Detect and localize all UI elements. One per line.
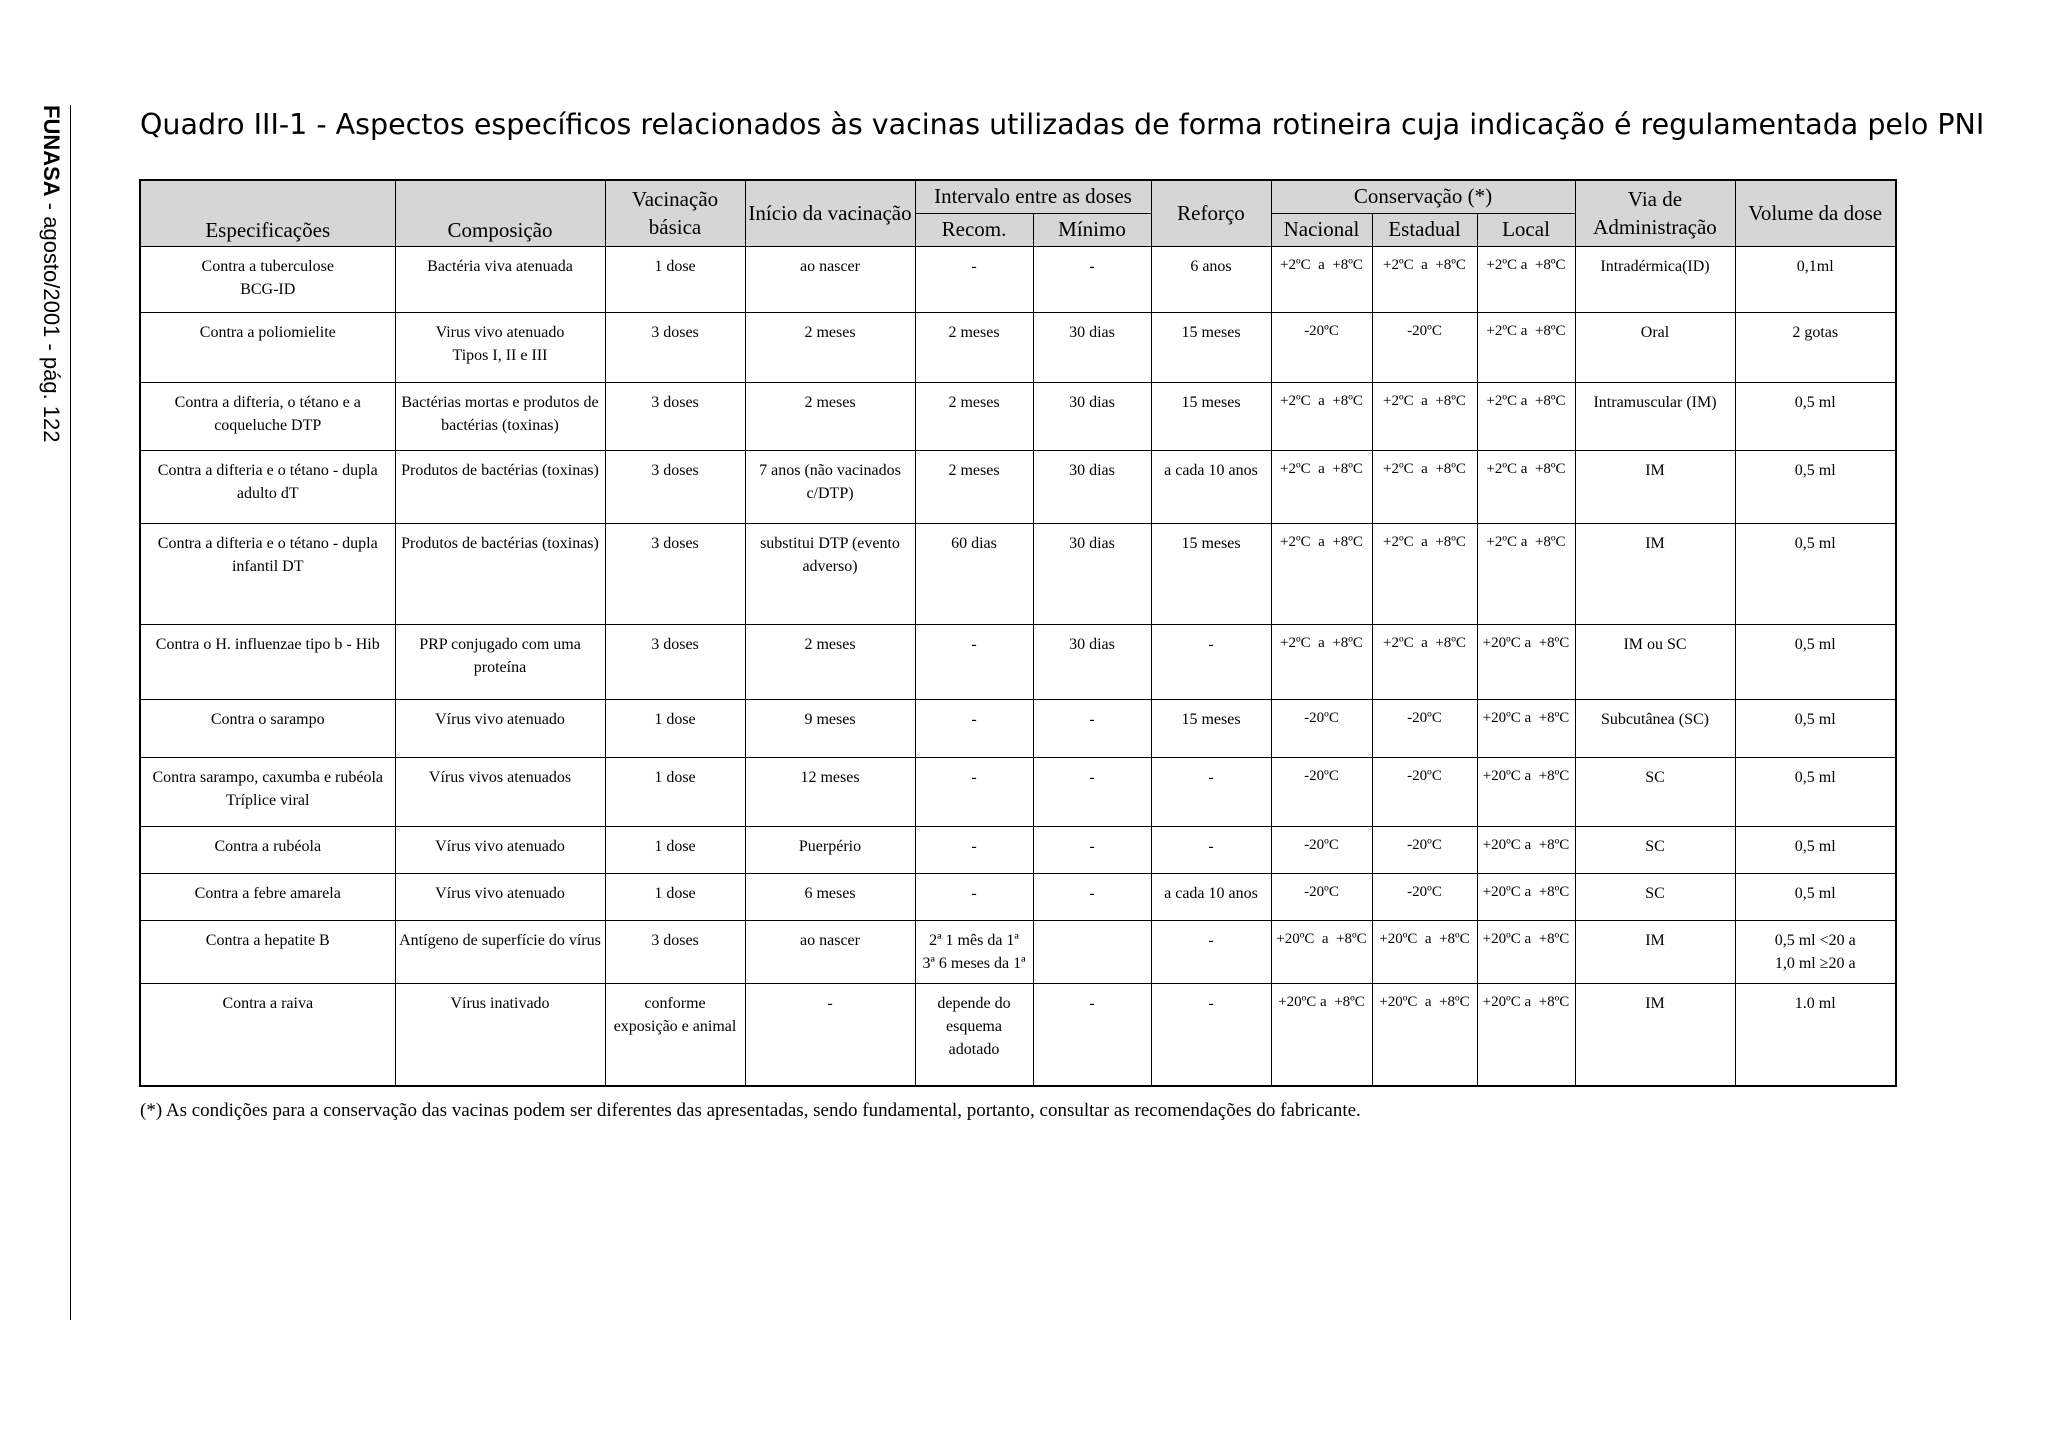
cell-especificacao: Contra a febre amarela <box>140 874 395 921</box>
cell-via: Oral <box>1575 313 1735 383</box>
footnote: (*) As condições para a conservação das vacinas podem ser diferentes das apresentadas, sendo fundamental, portanto, consultar as recomendações do fabricante. <box>140 1100 1361 1121</box>
cell-via: Intramuscular (IM) <box>1575 383 1735 451</box>
cell-especificacao: Contra o H. influenzae tipo b - Hib <box>140 625 395 700</box>
cell-intervalo-recom: - <box>915 625 1033 700</box>
cell-conservacao-local: +2ºC a +8ºC <box>1477 313 1575 383</box>
header-estadual: Estadual <box>1372 214 1477 247</box>
cell-inicio: 6 meses <box>745 874 915 921</box>
cell-reforco: - <box>1151 921 1271 984</box>
cell-vacinacao-basica: conforme exposição e animal <box>605 984 745 1086</box>
cell-conservacao-estadual: +20ºC a +8ºC <box>1372 921 1477 984</box>
cell-conservacao-estadual: +20ºC a +8ºC <box>1372 984 1477 1086</box>
cell-especificacao: Contra o sarampo <box>140 700 395 758</box>
header-local: Local <box>1477 214 1575 247</box>
cell-volume: 0,5 ml <box>1735 758 1896 827</box>
cell-especificacao: Contra a difteria e o tétano - dupla infantil DT <box>140 524 395 625</box>
cell-conservacao-nacional: +20ºC a +8ºC <box>1271 921 1372 984</box>
cell-vacinacao-basica: 3 doses <box>605 451 745 524</box>
cell-conservacao-estadual: -20ºC <box>1372 827 1477 874</box>
cell-composicao: Vírus inativado <box>395 984 605 1086</box>
cell-especificacao: Contra a rubéola <box>140 827 395 874</box>
cell-conservacao-nacional: +2ºC a +8ºC <box>1271 451 1372 524</box>
cell-intervalo-recom: 2 meses <box>915 313 1033 383</box>
cell-intervalo-minimo: - <box>1033 874 1151 921</box>
cell-reforco: - <box>1151 984 1271 1086</box>
cell-conservacao-nacional: -20ºC <box>1271 700 1372 758</box>
cell-reforco: - <box>1151 827 1271 874</box>
cell-reforco: 15 meses <box>1151 313 1271 383</box>
cell-via: IM <box>1575 984 1735 1086</box>
cell-conservacao-local: +20ºC a +8ºC <box>1477 700 1575 758</box>
cell-conservacao-estadual: +2ºC a +8ºC <box>1372 247 1477 313</box>
cell-inicio: substitui DTP (evento adverso) <box>745 524 915 625</box>
cell-inicio: 2 meses <box>745 313 915 383</box>
header-reforco: Reforço <box>1151 180 1271 247</box>
cell-vacinacao-basica: 1 dose <box>605 874 745 921</box>
cell-inicio: ao nascer <box>745 247 915 313</box>
cell-especificacao: Contra a difteria e o tétano - dupla adulto dT <box>140 451 395 524</box>
cell-composicao: Bactéria viva atenuada <box>395 247 605 313</box>
cell-intervalo-recom: 2 meses <box>915 451 1033 524</box>
cell-vacinacao-basica: 1 dose <box>605 758 745 827</box>
cell-intervalo-recom: - <box>915 758 1033 827</box>
cell-inicio: ao nascer <box>745 921 915 984</box>
cell-conservacao-nacional: -20ºC <box>1271 758 1372 827</box>
table-row <box>140 874 1896 921</box>
cell-conservacao-nacional: -20ºC <box>1271 827 1372 874</box>
cell-composicao: Produtos de bactérias (toxinas) <box>395 524 605 625</box>
cell-via: Subcutânea (SC) <box>1575 700 1735 758</box>
table-row <box>140 758 1896 827</box>
cell-composicao: Produtos de bactérias (toxinas) <box>395 451 605 524</box>
cell-intervalo-recom: 60 dias <box>915 524 1033 625</box>
cell-vacinacao-basica: 1 dose <box>605 827 745 874</box>
header-via: Via de Administração <box>1575 180 1735 247</box>
cell-especificacao: Contra a tuberculose BCG-ID <box>140 247 395 313</box>
cell-composicao: Vírus vivo atenuado <box>395 874 605 921</box>
cell-volume: 0,5 ml <box>1735 625 1896 700</box>
cell-conservacao-estadual: -20ºC <box>1372 313 1477 383</box>
cell-via: SC <box>1575 874 1735 921</box>
cell-via: IM <box>1575 524 1735 625</box>
cell-especificacao: Contra a hepatite B <box>140 921 395 984</box>
cell-conservacao-nacional: -20ºC <box>1271 313 1372 383</box>
table-row <box>140 700 1896 758</box>
cell-conservacao-local: +20ºC a +8ºC <box>1477 827 1575 874</box>
cell-volume: 2 gotas <box>1735 313 1896 383</box>
cell-via: IM ou SC <box>1575 625 1735 700</box>
cell-volume: 0,1ml <box>1735 247 1896 313</box>
cell-volume: 0,5 ml <box>1735 827 1896 874</box>
cell-inicio: - <box>745 984 915 1086</box>
cell-composicao: Virus vivo atenuado Tipos I, II e III <box>395 313 605 383</box>
header-conservacao: Conservação (*) <box>1271 180 1575 214</box>
header-minimo: Mínimo <box>1033 214 1151 247</box>
cell-conservacao-estadual: +2ºC a +8ºC <box>1372 625 1477 700</box>
table-row <box>140 451 1896 524</box>
cell-conservacao-estadual: -20ºC <box>1372 758 1477 827</box>
cell-intervalo-minimo: 30 dias <box>1033 383 1151 451</box>
cell-intervalo-minimo <box>1033 921 1151 984</box>
cell-intervalo-recom: - <box>915 827 1033 874</box>
cell-intervalo-minimo: - <box>1033 247 1151 313</box>
cell-conservacao-nacional: +2ºC a +8ºC <box>1271 383 1372 451</box>
cell-conservacao-local: +20ºC a +8ºC <box>1477 874 1575 921</box>
cell-especificacao: Contra a difteria, o tétano e a coqueluche DTP <box>140 383 395 451</box>
table-row <box>140 625 1896 700</box>
table-row <box>140 524 1896 625</box>
vaccine-table <box>139 179 1897 1087</box>
cell-vacinacao-basica: 3 doses <box>605 625 745 700</box>
cell-conservacao-nacional: +2ºC a +8ºC <box>1271 625 1372 700</box>
cell-vacinacao-basica: 1 dose <box>605 247 745 313</box>
cell-vacinacao-basica: 1 dose <box>605 700 745 758</box>
header-composicao: Composição <box>395 180 605 247</box>
cell-volume: 1.0 ml <box>1735 984 1896 1086</box>
cell-reforco: - <box>1151 625 1271 700</box>
table-row <box>140 383 1896 451</box>
cell-conservacao-estadual: +2ºC a +8ºC <box>1372 524 1477 625</box>
header-inicio-vacinacao: Início da vacinação <box>745 180 915 247</box>
cell-composicao: Antígeno de superfície do vírus <box>395 921 605 984</box>
cell-reforco: 15 meses <box>1151 524 1271 625</box>
cell-via: SC <box>1575 758 1735 827</box>
cell-especificacao: Contra sarampo, caxumba e rubéola Tríplice viral <box>140 758 395 827</box>
cell-conservacao-local: +2ºC a +8ºC <box>1477 524 1575 625</box>
cell-conservacao-nacional: -20ºC <box>1271 874 1372 921</box>
page-title: Quadro III-1 - Aspectos específicos relacionados às vacinas utilizadas de forma rotineira cuja indicação é regulamentada pelo PNI <box>140 108 1985 141</box>
table-row <box>140 247 1896 313</box>
header-volume: Volume da dose <box>1735 180 1896 247</box>
cell-intervalo-recom: - <box>915 874 1033 921</box>
cell-conservacao-local: +2ºC a +8ºC <box>1477 383 1575 451</box>
cell-composicao: PRP conjugado com uma proteína <box>395 625 605 700</box>
cell-inicio: 7 anos (não vacinados c/DTP) <box>745 451 915 524</box>
header-vacinacao-basica: Vacinação básica <box>605 180 745 247</box>
cell-conservacao-local: +2ºC a +8ºC <box>1477 451 1575 524</box>
cell-intervalo-minimo: 30 dias <box>1033 451 1151 524</box>
cell-conservacao-estadual: -20ºC <box>1372 700 1477 758</box>
cell-conservacao-local: +2ºC a +8ºC <box>1477 247 1575 313</box>
cell-inicio: Puerpério <box>745 827 915 874</box>
cell-reforco: 15 meses <box>1151 383 1271 451</box>
cell-vacinacao-basica: 3 doses <box>605 383 745 451</box>
cell-especificacao: Contra a raiva <box>140 984 395 1086</box>
cell-volume: 0,5 ml <box>1735 451 1896 524</box>
cell-intervalo-recom: - <box>915 700 1033 758</box>
cell-reforco: - <box>1151 758 1271 827</box>
cell-via: SC <box>1575 827 1735 874</box>
header-especificacoes: Especificações <box>140 180 395 247</box>
cell-composicao: Vírus vivo atenuado <box>395 700 605 758</box>
cell-conservacao-local: +20ºC a +8ºC <box>1477 758 1575 827</box>
cell-conservacao-local: +20ºC a +8ºC <box>1477 984 1575 1086</box>
cell-reforco: 6 anos <box>1151 247 1271 313</box>
cell-conservacao-local: +20ºC a +8ºC <box>1477 625 1575 700</box>
cell-conservacao-estadual: +2ºC a +8ºC <box>1372 383 1477 451</box>
sidebar-page-info: - agosto/2001 - pág. 122 <box>39 196 64 443</box>
cell-intervalo-minimo: - <box>1033 827 1151 874</box>
cell-intervalo-minimo: 30 dias <box>1033 313 1151 383</box>
cell-inicio: 2 meses <box>745 625 915 700</box>
cell-intervalo-recom: 2 meses <box>915 383 1033 451</box>
header-nacional: Nacional <box>1271 214 1372 247</box>
cell-volume: 0,5 ml <box>1735 524 1896 625</box>
cell-intervalo-minimo: - <box>1033 758 1151 827</box>
cell-intervalo-recom: 2ª 1 mês da 1ª 3ª 6 meses da 1ª <box>915 921 1033 984</box>
cell-vacinacao-basica: 3 doses <box>605 313 745 383</box>
cell-conservacao-estadual: -20ºC <box>1372 874 1477 921</box>
table-row <box>140 313 1896 383</box>
cell-inicio: 12 meses <box>745 758 915 827</box>
cell-via: IM <box>1575 451 1735 524</box>
cell-intervalo-minimo: - <box>1033 700 1151 758</box>
cell-conservacao-nacional: +20ºC a +8ºC <box>1271 984 1372 1086</box>
cell-reforco: a cada 10 anos <box>1151 874 1271 921</box>
header-intervalo: Intervalo entre as doses <box>915 180 1151 214</box>
cell-inicio: 2 meses <box>745 383 915 451</box>
cell-composicao: Bactérias mortas e produtos de bactérias (toxinas) <box>395 383 605 451</box>
cell-intervalo-minimo: 30 dias <box>1033 524 1151 625</box>
cell-intervalo-minimo: 30 dias <box>1033 625 1151 700</box>
sidebar-brand: FUNASA <box>39 105 64 197</box>
cell-conservacao-local: +20ºC a +8ºC <box>1477 921 1575 984</box>
table-row <box>140 827 1896 874</box>
cell-conservacao-nacional: +2ºC a +8ºC <box>1271 524 1372 625</box>
cell-via: Intradérmica(ID) <box>1575 247 1735 313</box>
cell-conservacao-estadual: +2ºC a +8ºC <box>1372 451 1477 524</box>
cell-inicio: 9 meses <box>745 700 915 758</box>
cell-especificacao: Contra a poliomielite <box>140 313 395 383</box>
cell-conservacao-nacional: +2ºC a +8ºC <box>1271 247 1372 313</box>
cell-volume: 0,5 ml <box>1735 700 1896 758</box>
cell-intervalo-minimo: - <box>1033 984 1151 1086</box>
cell-via: IM <box>1575 921 1735 984</box>
sidebar-divider <box>70 105 71 1320</box>
cell-volume: 0,5 ml <20 a 1,0 ml ≥20 a <box>1735 921 1896 984</box>
cell-volume: 0,5 ml <box>1735 874 1896 921</box>
cell-intervalo-recom: depende do esquema adotado <box>915 984 1033 1086</box>
cell-intervalo-recom: - <box>915 247 1033 313</box>
cell-composicao: Vírus vivo atenuado <box>395 827 605 874</box>
table-row <box>140 984 1896 1086</box>
cell-reforco: a cada 10 anos <box>1151 451 1271 524</box>
table-row <box>140 921 1896 984</box>
cell-vacinacao-basica: 3 doses <box>605 921 745 984</box>
sidebar-footer <box>40 105 62 443</box>
header-recom: Recom. <box>915 214 1033 247</box>
cell-vacinacao-basica: 3 doses <box>605 524 745 625</box>
cell-volume: 0,5 ml <box>1735 383 1896 451</box>
cell-reforco: 15 meses <box>1151 700 1271 758</box>
cell-composicao: Vírus vivos atenuados <box>395 758 605 827</box>
